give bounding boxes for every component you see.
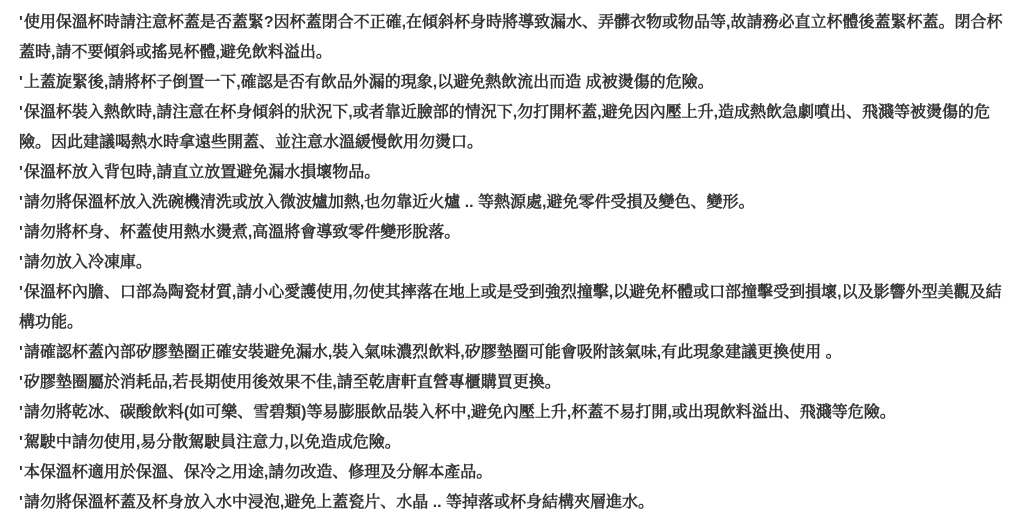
notice-item	[19, 428, 1006, 458]
notice-text: 請勿放入冷凍庫。	[23, 254, 152, 271]
bullet-mark: '	[19, 464, 23, 481]
bullet-mark: '	[19, 494, 23, 511]
bullet-mark: '	[19, 344, 23, 361]
notice-item	[19, 8, 1006, 68]
notice-text: 保溫杯放入背包時,請直立放置避免漏水損壞物品。	[23, 164, 381, 181]
notice-text: 請勿將乾冰、碳酸飲料(如可樂、雪碧類)等易膨脹飲品裝入杯中,避免內壓上升,杯蓋不易打開,或出現飲料溢出、飛濺等危險。	[23, 404, 896, 421]
bullet-mark: '	[19, 74, 23, 91]
notice-item	[19, 98, 1006, 158]
bullet-mark: '	[19, 254, 23, 271]
notice-text: 上蓋旋緊後,請將杯子倒置一下,確認是否有飲品外漏的現象,以避免熱飲流出而造 成被燙傷的危險。	[23, 74, 714, 91]
notice-item	[19, 248, 1006, 278]
bullet-mark: '	[19, 164, 23, 181]
bullet-mark: '	[19, 14, 23, 31]
bullet-mark: '	[19, 374, 23, 391]
bullet-mark: '	[19, 404, 23, 421]
notice-item	[19, 158, 1006, 188]
bullet-mark: '	[19, 104, 23, 121]
notice-text: 請勿將保溫杯蓋及杯身放入水中浸泡,避免上蓋瓷片、水晶 .. 等掉落或杯身結構夾層進水。	[23, 494, 655, 511]
notice-item	[19, 218, 1006, 248]
notice-item	[19, 398, 1006, 428]
notice-text: 使用保溫杯時請注意杯蓋是否蓋緊?因杯蓋閉合不正確,在傾斜杯身時將導致漏水、弄髒衣物或物品等,故請務必直立杯體後蓋緊杯蓋。閉合杯蓋時,請不要傾斜或搖晃杯體,避免飲料溢出。	[19, 14, 1003, 61]
bullet-mark: '	[19, 284, 23, 301]
notice-text: 請確認杯蓋內部矽膠墊圈正確安裝避免漏水,裝入氣味濃烈飲料,矽膠墊圈可能會吸附該氣味,有此現象建議更換使用 。	[23, 344, 842, 361]
bullet-mark: '	[19, 194, 23, 211]
notice-text: 駕駛中請勿使用,易分散駕駛員注意力,以免造成危險。	[23, 434, 401, 451]
notice-item	[19, 278, 1006, 338]
notice-item	[19, 68, 1006, 98]
notice-text: 保溫杯裝入熱飲時,請注意在杯身傾斜的狀況下,或者靠近臉部的情況下,勿打開杯蓋,避免因內壓上升,造成熱飲急劇噴出、飛濺等被燙傷的危險。因此建議喝熱水時拿遠些開蓋、並注意水溫緩慢飲用勿燙口。	[19, 104, 991, 151]
notice-item	[19, 188, 1006, 218]
notice-item	[19, 338, 1006, 368]
notice-text: 本保溫杯適用於保溫、保冷之用途,請勿改造、修理及分解本產品。	[23, 464, 493, 481]
notice-item	[19, 458, 1006, 488]
bullet-mark: '	[19, 434, 23, 451]
notice-text: 矽膠墊圈屬於消耗品,若長期使用後效果不佳,請至乾唐軒直營專櫃購買更換。	[23, 374, 561, 391]
notice-text: 保溫杯內膽、口部為陶瓷材質,請小心愛護使用,勿使其摔落在地上或是受到強烈撞擊,以避免杯體或口部撞擊受到損壞,以及影響外型美觀及結構功能。	[19, 284, 1002, 331]
notice-text: 請勿將杯身、杯蓋使用熱水燙煮,高溫將會導致零件變形脫落。	[23, 224, 461, 241]
bullet-mark: '	[19, 224, 23, 241]
notice-item	[19, 488, 1006, 518]
notice-text: 請勿將保溫杯放入洗碗機清洗或放入微波爐加熱,也勿靠近火爐 .. 等熱源處,避免零件受損及變色、變形。	[23, 194, 755, 211]
notice-item	[19, 368, 1006, 398]
